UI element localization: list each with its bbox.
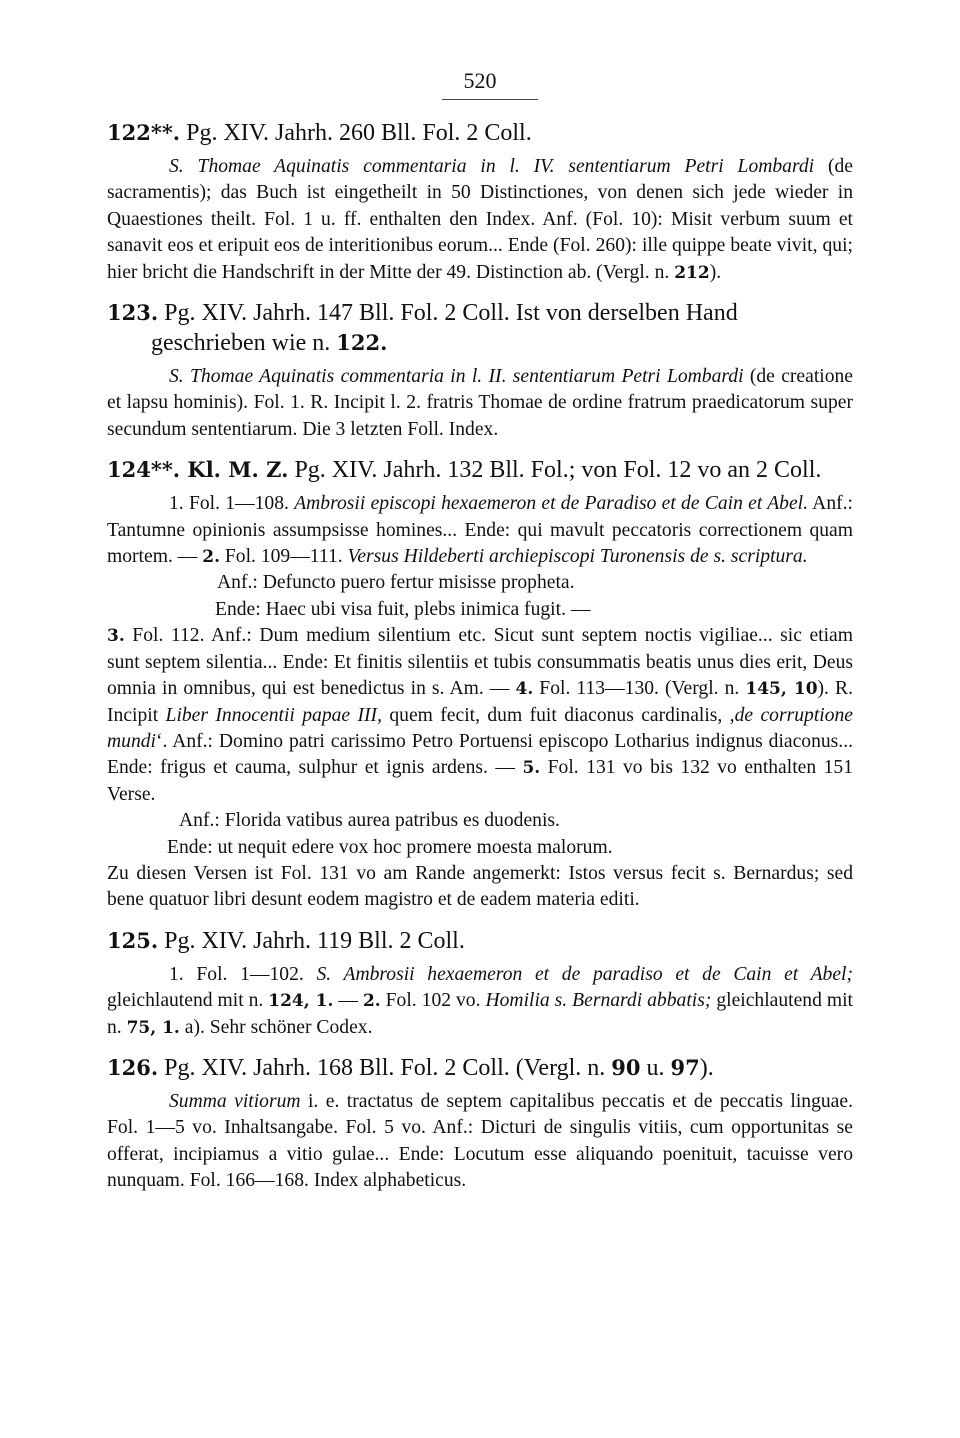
cross-reference: 122.: [336, 330, 388, 356]
entry-124: [107, 455, 853, 914]
entry-heading-text: Pg. XIV. Jahrh. 260 Bll. Fol. 2 Coll.: [180, 120, 532, 146]
entry-description: S. Thomae Aquinatis commentaria in l. II. sententiarum Petri Lombardi (de creatione et lapsu hominis). Fol. 1. R. Incipit l. 2. fratris Thomae de ordine fratrum praedicatorum super secundum sententiarum. Die 3 letzten Foll. Index.: [107, 366, 853, 440]
entry-number: 122**.: [107, 120, 181, 145]
work-title: S. Ambrosii hexaemeron et de paradiso et de Cain et Abel;: [316, 963, 853, 985]
entry-number: 123.: [107, 300, 159, 326]
entry-description: 1. Fol. 1—108. Ambrosii episcopi hexaemeron et de Paradiso et de Cain et Abel. Anf.: Tantumne opinionis assumpsisse homines... Ende: qui mavult peccatoris correctionem quam mortem. — 2. Fol. 109—111. Versus Hildeberti archiepiscopi Turonensis de s. scriptura.: [107, 493, 853, 568]
entry-123: [107, 298, 853, 443]
cross-reference: 75, 1.: [126, 1017, 180, 1038]
entry-description: S. Thomae Aquinatis commentaria in l. IV. sententiarum Petri Lombardi (de sacramentis); das Buch ist eingetheilt in 50 Distinctiones, von denen sich jede wieder in Quaestiones theilt. Fol. 1 u. ff. enthalten den Index. Anf. (Fol. 10): Misit verbum suum et sanavit eos et eripuit eos de interitionibus eorum... Ende (Fol. 260): ille quippe beate vivit, qui; hier bricht die Handschrift in der Mitte der 49. Distinction ab. (Vergl. n. 212).: [107, 156, 853, 283]
entry-heading: [107, 118, 853, 148]
verse-line: Ende: Haec ubi visa fuit, plebs inimica fugit. —: [215, 598, 591, 620]
entry-heading-text: Pg. XIV. Jahrh. 168 Bll. Fol. 2 Coll. (Vergl. n.: [158, 1054, 612, 1081]
verse-line: Anf.: Defuncto puero fertur misisse propheta.: [217, 572, 575, 594]
library-mark: Kl. M. Z.: [180, 457, 289, 483]
entry-heading-text: Pg. XIV. Jahrh. 119 Bll. 2 Coll.: [158, 927, 465, 954]
work-title: Summa vitiorum: [169, 1090, 301, 1112]
page-number-rule: [442, 99, 538, 100]
entry-number: 124**.: [107, 457, 181, 483]
work-title: Liber Innocentii papae III,: [165, 704, 382, 726]
entry-heading: 126. Pg. XIV. Jahrh. 168 Bll. Fol. 2 Coll. (Vergl. n. 90 u. 97).: [107, 1054, 714, 1081]
entry-heading-text: Pg. XIV. Jahrh. 132 Bll. Fol.; von Fol. 12 vo an 2 Coll.: [288, 457, 822, 484]
cross-reference: 124, 1.: [268, 991, 334, 1012]
entry-description: 1. Fol. 1—102. S. Ambrosii hexaemeron et de paradiso et de Cain et Abel; gleichlautend mit n. 124, 1. — 2. Fol. 102 vo. Homilia s. Bernardi abbatis; gleichlautend mit n. 75, 1. a). Sehr schöner Codex.: [107, 963, 853, 1038]
cross-reference: 97: [670, 1054, 700, 1080]
entry-description: Summa vitiorum i. e. tractatus de septem capitalibus peccatis et de peccatis linguae. Fol. 1—5 vo. Inhaltsangabe. Fol. 5 vo. Anf.: Dicturi de singulis vitiis, cum opportunitas se offerat, incipiamus a vitio gulae... Ende: Locutum esse aliquando poenituit, tacuisse vero nunquam. Fol. 166—168. Index alphabeticus.: [107, 1090, 853, 1192]
verse-line: Ende: ut nequit edere vox hoc promere moesta malorum.: [167, 836, 613, 858]
entry-125: [107, 926, 853, 1041]
entry-number: 125.: [107, 927, 159, 953]
verse-line: Anf.: Florida vatibus aurea patribus es duodenis.: [179, 810, 560, 832]
work-title: Ambrosii episcopi hexaemeron et de Paradiso et de Cain et Abel.: [294, 493, 808, 515]
entry-heading: [107, 298, 853, 358]
entry-heading: [107, 455, 853, 485]
catalog-content: [107, 118, 853, 1195]
entry-heading: [107, 926, 853, 956]
entry-126: [107, 1053, 853, 1195]
work-title: Homilia s. Bernardi abbatis;: [485, 990, 712, 1012]
margin-note: Zu diesen Versen ist Fol. 131 vo am Rande angemerkt: Istos versus fecit s. Bernardus; sed bene quatuor libri desunt eodem magistro et de eadem materia editi.: [107, 862, 853, 911]
entry-122: [107, 118, 853, 286]
entry-heading-text: Pg. XIV. Jahrh. 147 Bll. Fol. 2 Coll. Ist von derselben Hand geschrieben wie n.: [151, 300, 738, 357]
work-title: S. Thomae Aquinatis commentaria in l. IV. sententiarum Petri Lombardi: [169, 156, 815, 177]
page-number: 520: [463, 68, 497, 93]
cross-reference: 212: [674, 262, 710, 283]
entry-number: 126.: [107, 1054, 159, 1080]
work-title: S. Thomae Aquinatis commentaria in l. II. sententiarum Petri Lombardi: [169, 366, 744, 388]
work-title: Versus Hildeberti archiepiscopi Turonensis de s. scriptura.: [347, 546, 808, 568]
cross-reference: 145, 10: [745, 679, 818, 700]
entry-description: 3. Fol. 112. Anf.: Dum medium silentium etc. Sicut sunt septem noctis vigiliae... sic etiam sunt septem silentia... Ende: Et finitis silentiis et tubis consummatis beatis unus dies erit, Deus omnia in omnibus, qui est benedictus in s. Am. — 4. Fol. 113—130. (Vergl. n. 145, 10). R. Incipit Liber Innocentii papae III, quem fecit, dum fuit diaconus cardinalis, ,de corruptione mundi‘. Anf.: Domino patri carissimo Petro Portuensi episcopo Lotharius indignus diaconus... Ende: frigus et cauma, sulphur et ignis ardens. — 5. Fol. 131 vo bis 132 vo enthalten 151 Verse.: [107, 625, 853, 805]
cross-reference: 90: [611, 1054, 641, 1080]
